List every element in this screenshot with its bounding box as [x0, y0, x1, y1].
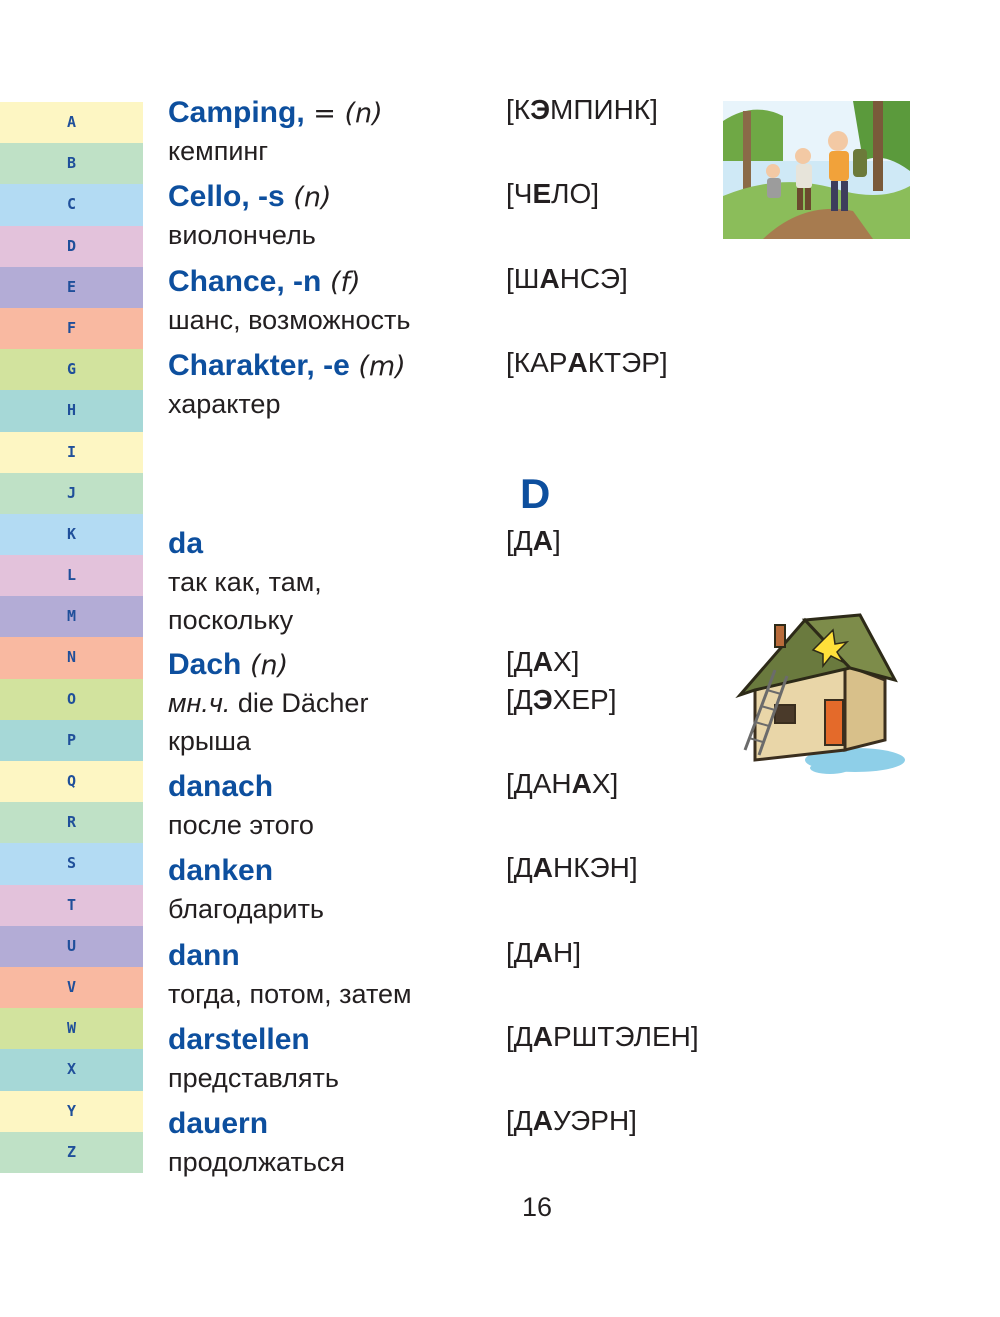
alphabet-tab-r: R	[0, 802, 143, 843]
pronunciation: [ДАНАХ]	[506, 768, 619, 799]
alphabet-tab-s: S	[0, 843, 143, 884]
alphabet-tab-d: D	[0, 226, 143, 267]
alphabet-tab-f: F	[0, 308, 143, 349]
headword: Chance, -n	[168, 265, 322, 298]
entry-da	[168, 525, 728, 639]
pronunciation: [ДАУЭРН]	[506, 1105, 637, 1136]
alphabet-tab-j: J	[0, 473, 143, 514]
entry-dauern	[168, 1105, 728, 1181]
pronunciation: [ДА]	[506, 525, 561, 556]
pronunciation: [ДАН]	[506, 937, 581, 968]
headword: danach	[168, 770, 274, 803]
alphabet-tab-l: L	[0, 555, 143, 596]
entry-dann	[168, 937, 728, 1013]
entry-danach	[168, 768, 728, 844]
grammar-gender: (n)	[241, 650, 289, 681]
pronunciation: [ДАХ]	[506, 646, 580, 677]
entry-cello	[168, 178, 728, 254]
entry-chance	[168, 263, 728, 339]
headword: darstellen	[168, 1023, 310, 1056]
alphabet-tab-u: U	[0, 926, 143, 967]
headword: da	[168, 527, 204, 560]
pronunciation: [ДАРШТЭЛЕН]	[506, 1021, 699, 1052]
grammar-gender: (m)	[349, 351, 406, 382]
translation: поскольку	[168, 605, 294, 635]
alphabet-tab-w: W	[0, 1008, 143, 1049]
grammar-gender: (n)	[344, 98, 383, 129]
alphabet-tab-a: A	[0, 102, 143, 143]
pronunciation: [ЧЕЛО]	[506, 178, 600, 209]
translation: кемпинг	[168, 136, 269, 166]
alphabet-tab-i: I	[0, 432, 143, 473]
translation: характер	[168, 389, 281, 419]
translation: благодарить	[168, 894, 325, 924]
alphabet-index	[0, 102, 143, 1173]
headword: dauern	[168, 1107, 269, 1140]
translation: шанс, возможность	[168, 305, 411, 335]
alphabet-tab-x: X	[0, 1049, 143, 1090]
entry-darstellen	[168, 1021, 728, 1097]
plural-form: die Dächer	[230, 688, 369, 718]
alphabet-tab-q: Q	[0, 761, 143, 802]
alphabet-tab-o: O	[0, 679, 143, 720]
alphabet-tab-g: G	[0, 349, 143, 390]
entry-camping	[168, 94, 728, 170]
headword: Dach	[168, 648, 242, 681]
headword: Charakter, -e	[168, 349, 350, 382]
entry-danken	[168, 852, 728, 928]
page-number: 16	[522, 1192, 553, 1222]
alphabet-tab-m: M	[0, 596, 143, 637]
grammar-gender: (n)	[284, 182, 332, 213]
translation: так как, там,	[168, 567, 322, 597]
alphabet-tab-p: P	[0, 720, 143, 761]
alphabet-tab-c: C	[0, 184, 143, 225]
pronunciation: [КАРАКТЭР]	[506, 347, 668, 378]
pronunciation: [ДАНКЭН]	[506, 852, 638, 883]
headword: danken	[168, 854, 274, 887]
alphabet-tab-b: B	[0, 143, 143, 184]
translation: продолжаться	[168, 1147, 346, 1177]
leaking-house-illustration	[735, 610, 910, 780]
entry-charakter	[168, 347, 728, 423]
headword: Cello, -s	[168, 180, 285, 213]
grammar-suffix: =	[304, 98, 345, 129]
alphabet-tab-n: N	[0, 637, 143, 678]
section-letter: D	[520, 470, 551, 517]
camping-hikers-illustration	[723, 101, 910, 239]
translation: виолончель	[168, 220, 316, 250]
pronunciation: [КЭМПИНК]	[506, 94, 658, 125]
translation: после этого	[168, 810, 314, 840]
translation: тогда, потом, затем	[168, 979, 412, 1009]
alphabet-tab-h: H	[0, 390, 143, 431]
headword: Camping,	[168, 96, 305, 129]
alphabet-tab-k: K	[0, 514, 143, 555]
translation: представлять	[168, 1063, 339, 1093]
alphabet-tab-z: Z	[0, 1132, 143, 1173]
grammar-gender: (f)	[321, 267, 361, 298]
translation: крыша	[168, 726, 251, 756]
pronunciation: [ШАНСЭ]	[506, 263, 628, 294]
alphabet-tab-v: V	[0, 967, 143, 1008]
alphabet-tab-y: Y	[0, 1091, 143, 1132]
entry-dach	[168, 646, 728, 760]
plural-pronunciation: [ДЭХЕР]	[506, 684, 617, 715]
headword: dann	[168, 939, 240, 972]
alphabet-tab-t: T	[0, 885, 143, 926]
plural-label: мн.ч.	[168, 688, 231, 718]
alphabet-tab-e: E	[0, 267, 143, 308]
